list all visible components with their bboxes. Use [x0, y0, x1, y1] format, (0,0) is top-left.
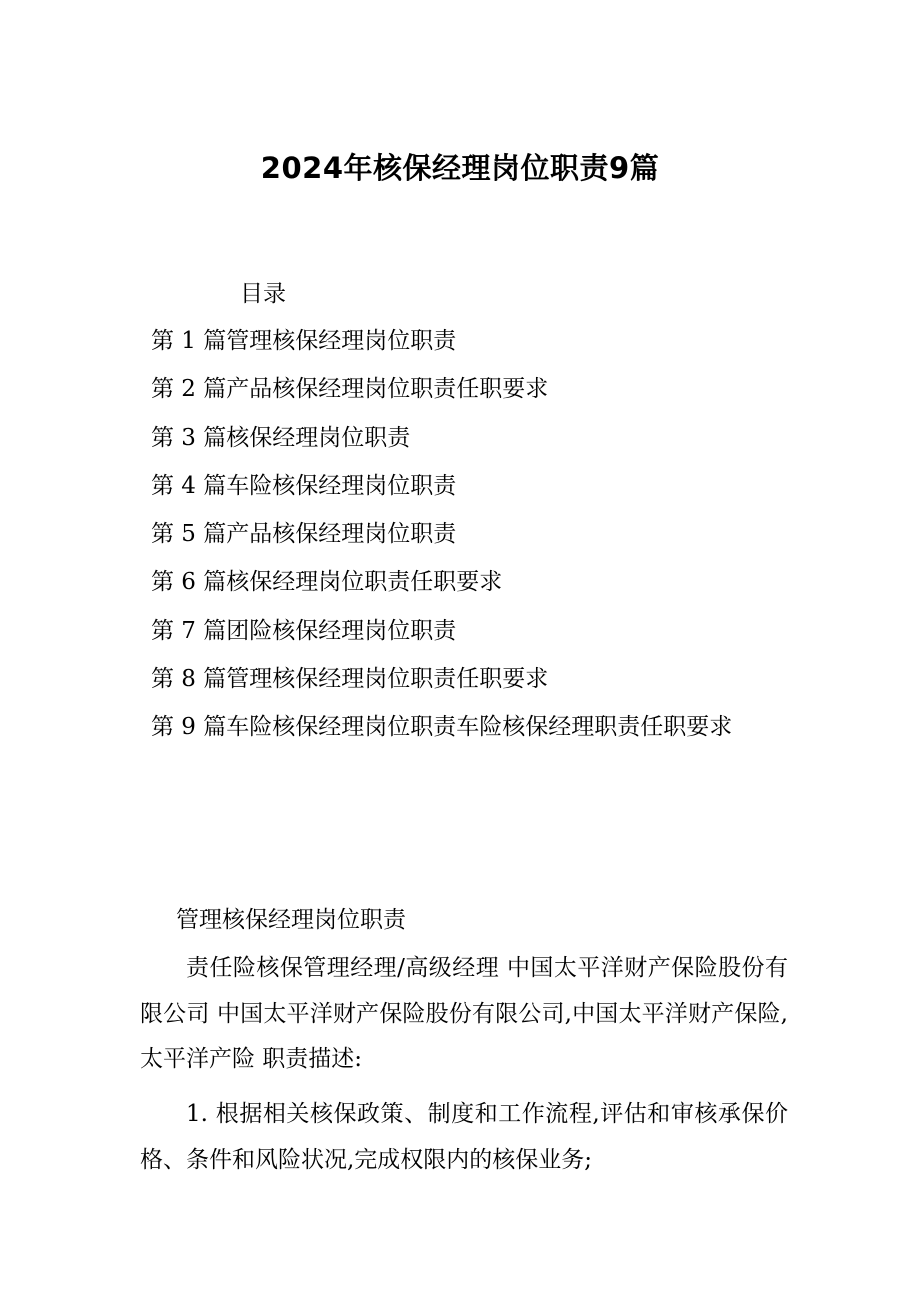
table-of-contents — [151, 325, 732, 760]
toc-item-8: 第 8 篇管理核保经理岗位职责任职要求 — [151, 666, 549, 693]
body-paragraph: 责任险核保管理经理/高级经理 中国太平洋财产保险股份有限公司 中国太平洋财产保险股份有限公司,中国太平洋财产保险,太平洋产险 职责描述: — [140, 955, 788, 1072]
toc-item-7: 第 7 篇团险核保经理岗位职责 — [151, 617, 457, 644]
section-title: 管理核保经理岗位职责 — [176, 907, 406, 933]
body-paragraph: 1. 根据相关核保政策、制度和工作流程,评估和审核承保价格、条件和风险状况,完成权限内的核保业务; — [140, 1101, 788, 1173]
toc-item-1: 第 1 篇管理核保经理岗位职责 — [151, 328, 457, 354]
document-title: 2024年核保经理岗位职责9篇 — [260, 151, 660, 185]
toc-item-9: 第 9 篇车险核保经理岗位职责车险核保经理职责任职要求 — [151, 714, 733, 741]
toc-item-3: 第 3 篇核保经理岗位职责 — [151, 424, 411, 451]
toc-item-4: 第 4 篇车险核保经理岗位职责 — [151, 472, 457, 499]
toc-item-5: 第 5 篇产品核保经理岗位职责 — [151, 521, 457, 548]
toc-item-6: 第 6 篇核保经理岗位职责任职要求 — [151, 569, 503, 596]
toc-heading: 目录 — [240, 281, 286, 307]
toc-item-2: 第 2 篇产品核保经理岗位职责任职要求 — [151, 376, 549, 403]
